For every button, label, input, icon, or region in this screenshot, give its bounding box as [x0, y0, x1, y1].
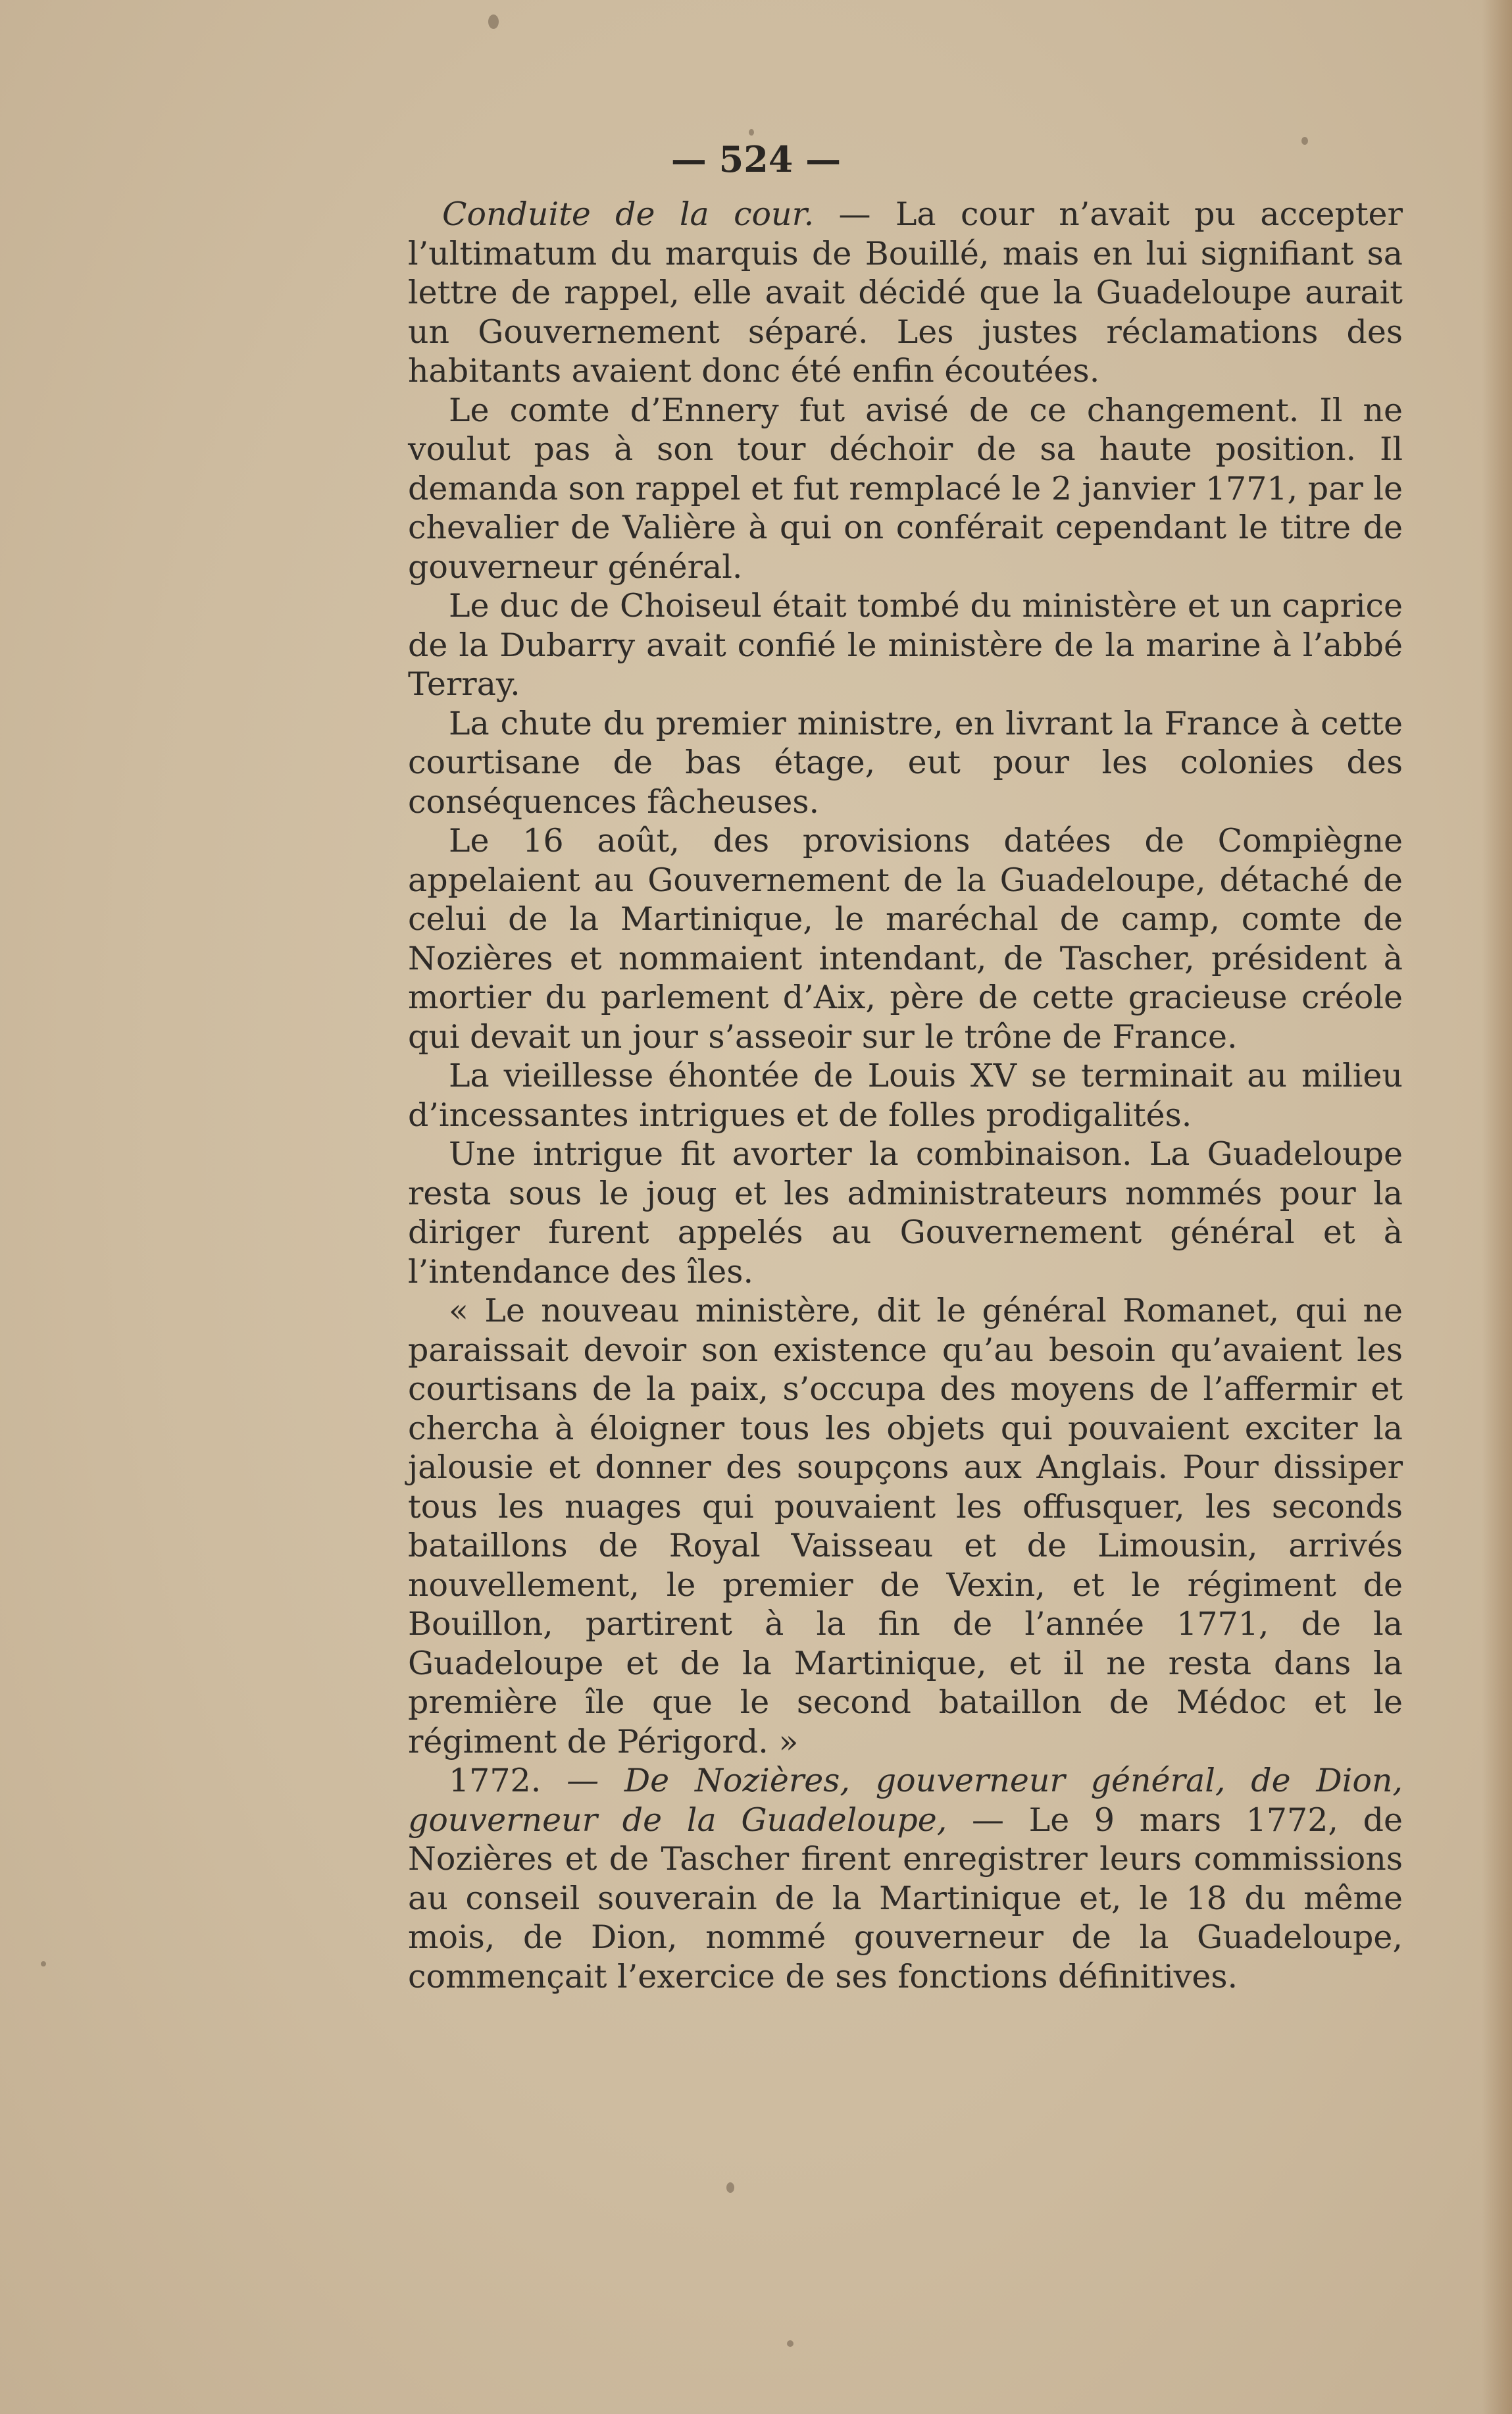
paragraph: [408, 1135, 1403, 1291]
paragraph: [408, 586, 1403, 704]
paragraph-text: — Le 9 mars 1772, de Nozières et de Tascher firent enregistrer leurs commissions au conseil souverain de la Martinique et, le 18 du même mois, de Dion, nommé gouverneur de la Guadeloupe, commençait l’exercice de ses fonctions définitives.: [408, 1801, 1403, 1995]
paragraph-text: Une intrigue fit avorter la combinaison. La Guadeloupe resta sous le joug et les administrateurs nommés pour la diriger furent appelés au Gouvernement général et à l’intendance des îles.: [408, 1135, 1403, 1291]
page-edge-shadow: [1482, 0, 1512, 2414]
paragraph-conduite: [408, 195, 1403, 391]
print-speck: [488, 14, 499, 29]
paragraph-text: — La cour n’avait pu accepter l’ultimatum du marquis de Bouillé, mais en lui signifiant sa lettre de rappel, elle avait décidé que la Guadeloupe aurait un Gouvernement séparé. Les justes réclamations des habitants avaient donc été enfin écoutées.: [408, 195, 1403, 390]
year-heading: 1772.: [449, 1762, 542, 1799]
paragraph: [408, 1056, 1403, 1135]
paragraph-text: « Le nouveau ministère, dit le général Romanet, qui ne paraissait devoir son existence qu’au besoin qu’avaient les courtisans de la paix, s’occupa des moyens de l’affermir et chercha à éloigner tous les objets qui pouvaient exciter la jalousie et donner des soupçons aux Anglais. Pour dissiper tous les nuages qui pouvaient les offusquer, les seconds bataillons de Royal Vaisseau et de Limousin, arrivés nouvellement, le premier de Vexin, et le régiment de Bouillon, partirent à la fin de l’année 1771, de la Guadeloupe et de la Martinique, et il ne resta dans la première île que le second bataillon de Médoc et le régiment de Périgord. »: [408, 1292, 1403, 1760]
paragraph-1772: [408, 1761, 1403, 1996]
print-speck: [749, 129, 754, 136]
paragraph-text: Le comte d’Ennery fut avisé de ce changement. Il ne voulut pas à son tour déchoir de sa haute position. Il demanda son rappel et fut remplacé le 2 janvier 1771, par le chevalier de Valière à qui on conférait cependant le titre de gouverneur général.: [408, 391, 1403, 586]
section-heading-1772: — De Nozières, gouverneur général, de Dion, gouverneur de la Guadeloupe,: [408, 1762, 1403, 1839]
section-heading-conduite: Conduite de la cour.: [442, 195, 815, 233]
paragraph-text: Le duc de Choiseul était tombé du ministère et un caprice de la Dubarry avait confié le ministère de la marine à l’abbé Terray.: [408, 587, 1403, 703]
paragraph-text: La chute du premier ministre, en livrant la France à cette courtisane de bas étage, eut pour les colonies des conséquences fâcheuses.: [408, 704, 1403, 821]
paragraph-text: Le 16 août, des provisions datées de Compiègne appelaient au Gouvernement de la Guadeloupe, détaché de celui de la Martinique, le maréchal de camp, comte de Nozières et nommaient intendant, de Tascher, président à mortier du parlement d’Aix, père de cette gracieuse créole qui devait un jour s’asseoir sur le trône de France.: [408, 822, 1403, 1056]
body-text: [408, 195, 1403, 1996]
paragraph: [408, 821, 1403, 1056]
paragraph: [408, 391, 1403, 587]
paragraph-quote-romanet: [408, 1291, 1403, 1761]
print-speck: [787, 2340, 794, 2347]
print-speck: [41, 1961, 46, 1966]
paragraph: [408, 704, 1403, 822]
paragraph-text: La vieillesse éhontée de Louis XV se terminait au milieu d’incessantes intrigues et de folles prodigalités.: [408, 1057, 1403, 1134]
page-number: — 524 —: [670, 138, 842, 180]
print-speck: [726, 2182, 734, 2193]
